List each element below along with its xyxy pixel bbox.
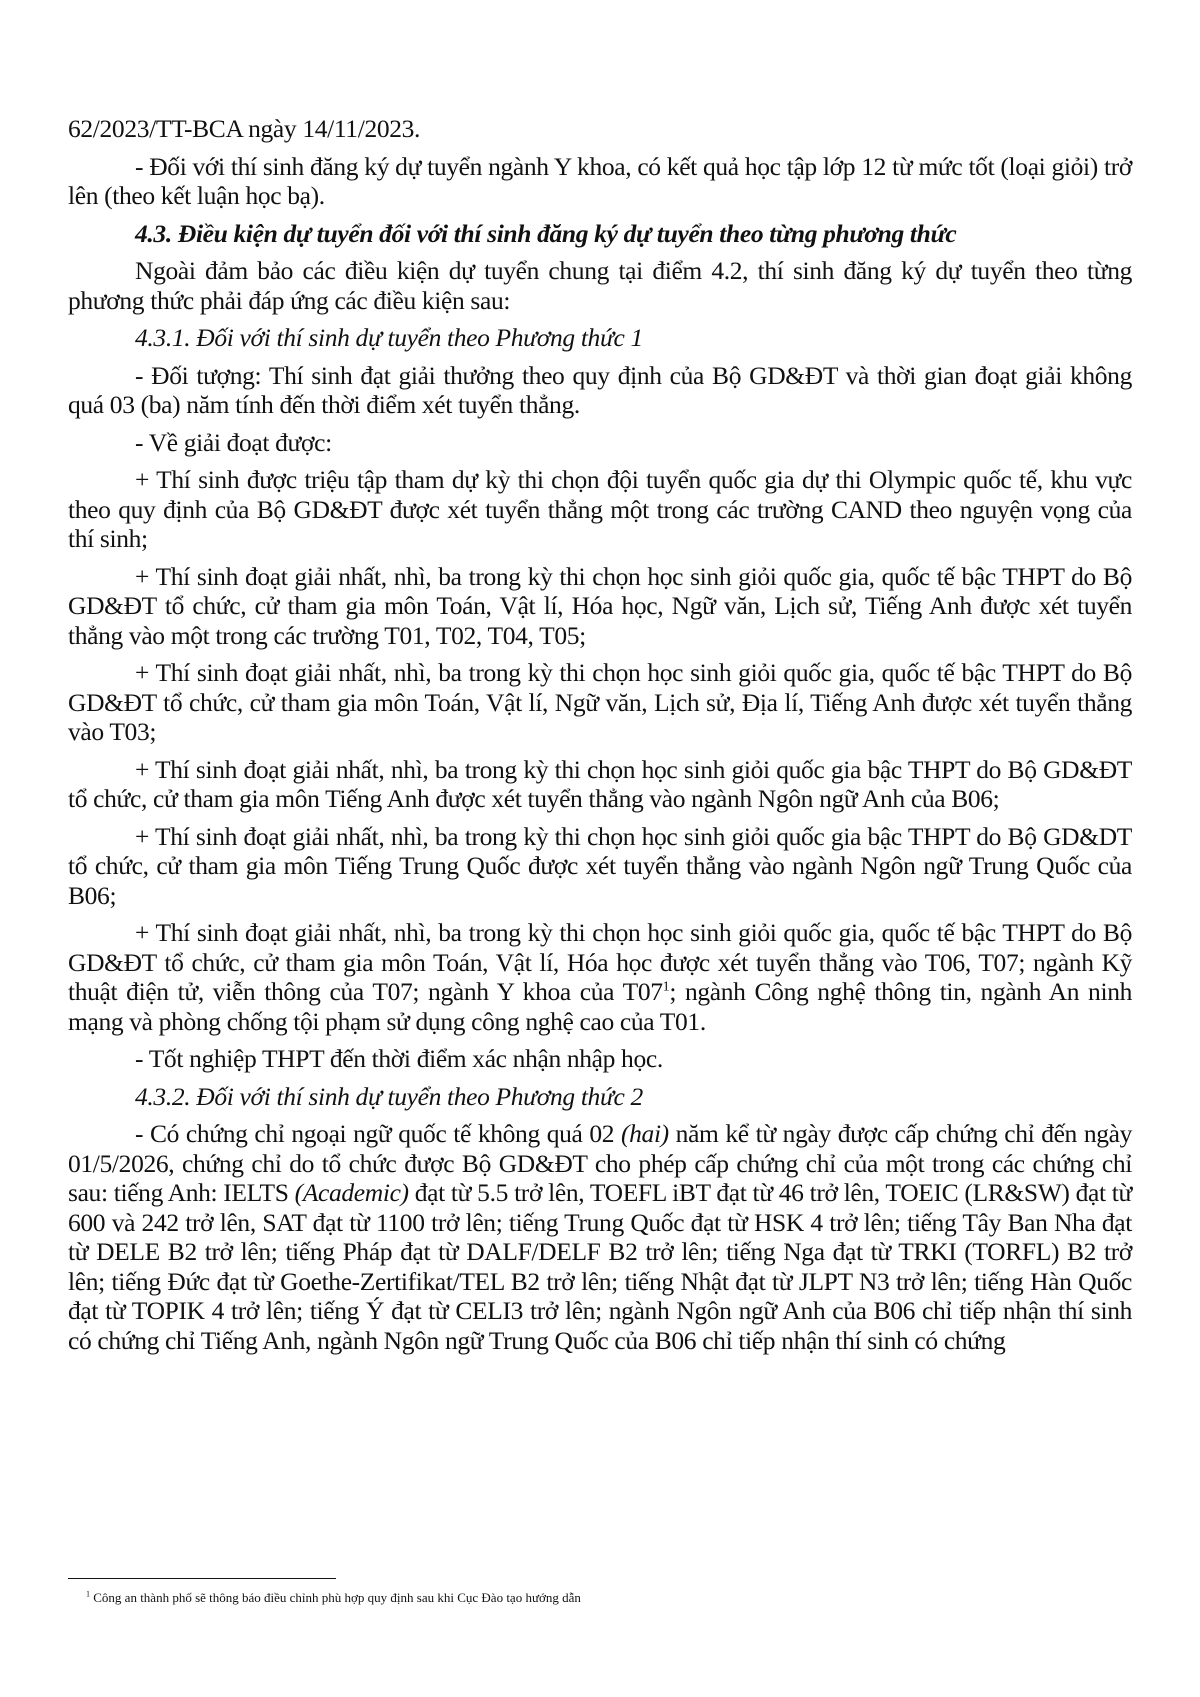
paragraph-continuation: 62/2023/TT-BCA ngày 14/11/2023. — [68, 114, 421, 143]
paragraph-medicine-condition: - Đối với thí sinh đăng ký dự tuyển ngành Y khoa, có kết quả học tập lớp 12 từ mức tốt (loại giỏi) trở lên (theo kết luận học bạ). — [68, 151, 1132, 210]
footnote-separator — [68, 1578, 336, 1579]
list-item: + Thí sinh đoạt giải nhất, nhì, ba trong kỳ thi chọn học sinh giỏi quốc gia bậc THPT do Bộ GD&ĐT tổ chức, cử tham gia môn Tiếng Anh được xét tuyển thẳng vào ngành Ngôn ngữ Anh của B06; — [68, 754, 1132, 813]
paragraph-awards: - Về giải đoạt được: — [135, 427, 332, 457]
text-segment-italic: (hai) — [621, 1119, 669, 1148]
list-item: + Thí sinh được triệu tập tham dự kỳ thi chọn đội tuyển quốc gia dự thi Olympic quốc tế, khu vực theo quy định của Bộ GD&ĐT được xét tuyển thẳng một trong các trường CAND theo nguyện vọng của thí sinh; — [68, 465, 1132, 553]
heading-4-3-1: 4.3.1. Đối với thí sinh dự tuyển theo Phương thức 1 — [135, 323, 643, 352]
list-item: + Thí sinh đoạt giải nhất, nhì, ba trong kỳ thi chọn học sinh giỏi quốc gia, quốc tế bậc THPT do Bộ GD&ĐT tổ chức, cử tham gia môn Toán, Vật lí, Ngữ văn, Lịch sử, Địa lí, Tiếng Anh được xét tuyển thẳng vào T03; — [68, 658, 1132, 746]
heading-4-3-2: 4.3.2. Đối với thí sinh dự tuyển theo Phương thức 2 — [135, 1081, 643, 1111]
list-item: + Thí sinh đoạt giải nhất, nhì, ba trong kỳ thi chọn học sinh giỏi quốc gia, quốc tế bậc THPT do Bộ GD&ĐT tổ chức, cử tham gia môn Toán, Vật lí, Hóa học, Ngữ văn, Lịch sử, Tiếng Anh được xét tuyển thẳng vào một trong các trường T01, T02, T04, T05; — [68, 561, 1132, 650]
footnote — [86, 1590, 581, 1606]
text-segment: + Thí sinh đoạt giải nhất, nhì, ba trong kỳ thi chọn học sinh giỏi quốc gia, quốc tế bậc THPT do Bộ GD&ĐT tổ chức, cử tham gia môn Toán, Vật lí, Hóa học được xét tuyển thẳng vào T06, T07; ngành Kỹ thuật điện tử, viễn thông của T07; ngành Y khoa của T07 — [68, 918, 1132, 1006]
footnote-reference[interactable]: 1 — [662, 979, 670, 995]
text-segment: năm kể từ ngày được cấp chứng chỉ đến ngày 01/5/2026, chứng chỉ do tổ chức được Bộ GD&ĐT cho phép cấp chứng chỉ của một trong các chứng chỉ sau: tiếng Anh: IELTS — [68, 1119, 1132, 1207]
heading-4-3: 4.3. Điều kiện dự tuyển đối với thí sinh đăng ký dự tuyển theo từng phương thức — [135, 218, 957, 248]
text-segment-italic: (Academic) — [294, 1178, 409, 1207]
paragraph-certificates — [68, 1119, 1132, 1355]
list-item — [68, 918, 1132, 1036]
list-item: + Thí sinh đoạt giải nhất, nhì, ba trong kỳ thi chọn học sinh giỏi quốc gia bậc THPT do Bộ GD&DT tổ chức, cử tham gia môn Tiếng Trung Quốc được xét tuyển thẳng vào ngành Ngôn ngữ Trung Quốc của B06; — [68, 821, 1132, 910]
footnote-text: Công an thành phố sẽ thông báo điều chỉnh phù hợp quy định sau khi Cục Đào tạo hướng dẫn — [93, 1590, 581, 1605]
footnote-number: 1 — [86, 1589, 90, 1599]
paragraph-intro: Ngoài đảm bảo các điều kiện dự tuyển chung tại điểm 4.2, thí sinh đăng ký dự tuyển theo từng phương thức phải đáp ứng các điều kiện sau: — [68, 256, 1132, 315]
paragraph-subject: - Đối tượng: Thí sinh đạt giải thưởng theo quy định của Bộ GD&ĐT và thời gian đoạt giải không quá 03 (ba) năm tính đến thời điểm xét tuyển thẳng. — [68, 360, 1132, 419]
text-segment: đạt từ 5.5 trở lên, TOEFL iBT đạt từ 46 trở lên, TOEIC (LR&SW) đạt từ 600 và 242 trở lên, SAT đạt từ 1100 trở lên; tiếng Trung Quốc đạt từ HSK 4 trở lên; tiếng Tây Ban Nha đạt từ DELE B2 trở lên; tiếng Pháp đạt từ DALF/DELF B2 trở lên; tiếng Nga đạt từ TRKI (TORFL) B2 trở lên; tiếng Đức đạt từ Goethe-Zertifikat/TEL B2 trở lên; tiếng Nhật đạt từ JLPT N3 trở lên; tiếng Hàn Quốc đạt từ TOPIK 4 trở lên; tiếng Ý đạt từ CELI3 trở lên; ngành Ngôn ngữ Anh của B06 chỉ tiếp nhận thí sinh có chứng chỉ Tiếng Anh, ngành Ngôn ngữ Trung Quốc của B06 chỉ tiếp nhận thí sinh có chứng — [68, 1178, 1132, 1355]
text-segment: ; ngành Công nghệ thông tin, ngành An ninh mạng và phòng chống tội phạm sử dụng công nghệ cao của T01. — [68, 977, 1132, 1036]
text-segment: - Có chứng chỉ ngoại ngữ quốc tế không quá 02 — [135, 1119, 621, 1148]
paragraph-graduation: - Tốt nghiệp THPT đến thời điểm xác nhận nhập học. — [135, 1044, 663, 1073]
document-body — [68, 114, 1132, 1363]
